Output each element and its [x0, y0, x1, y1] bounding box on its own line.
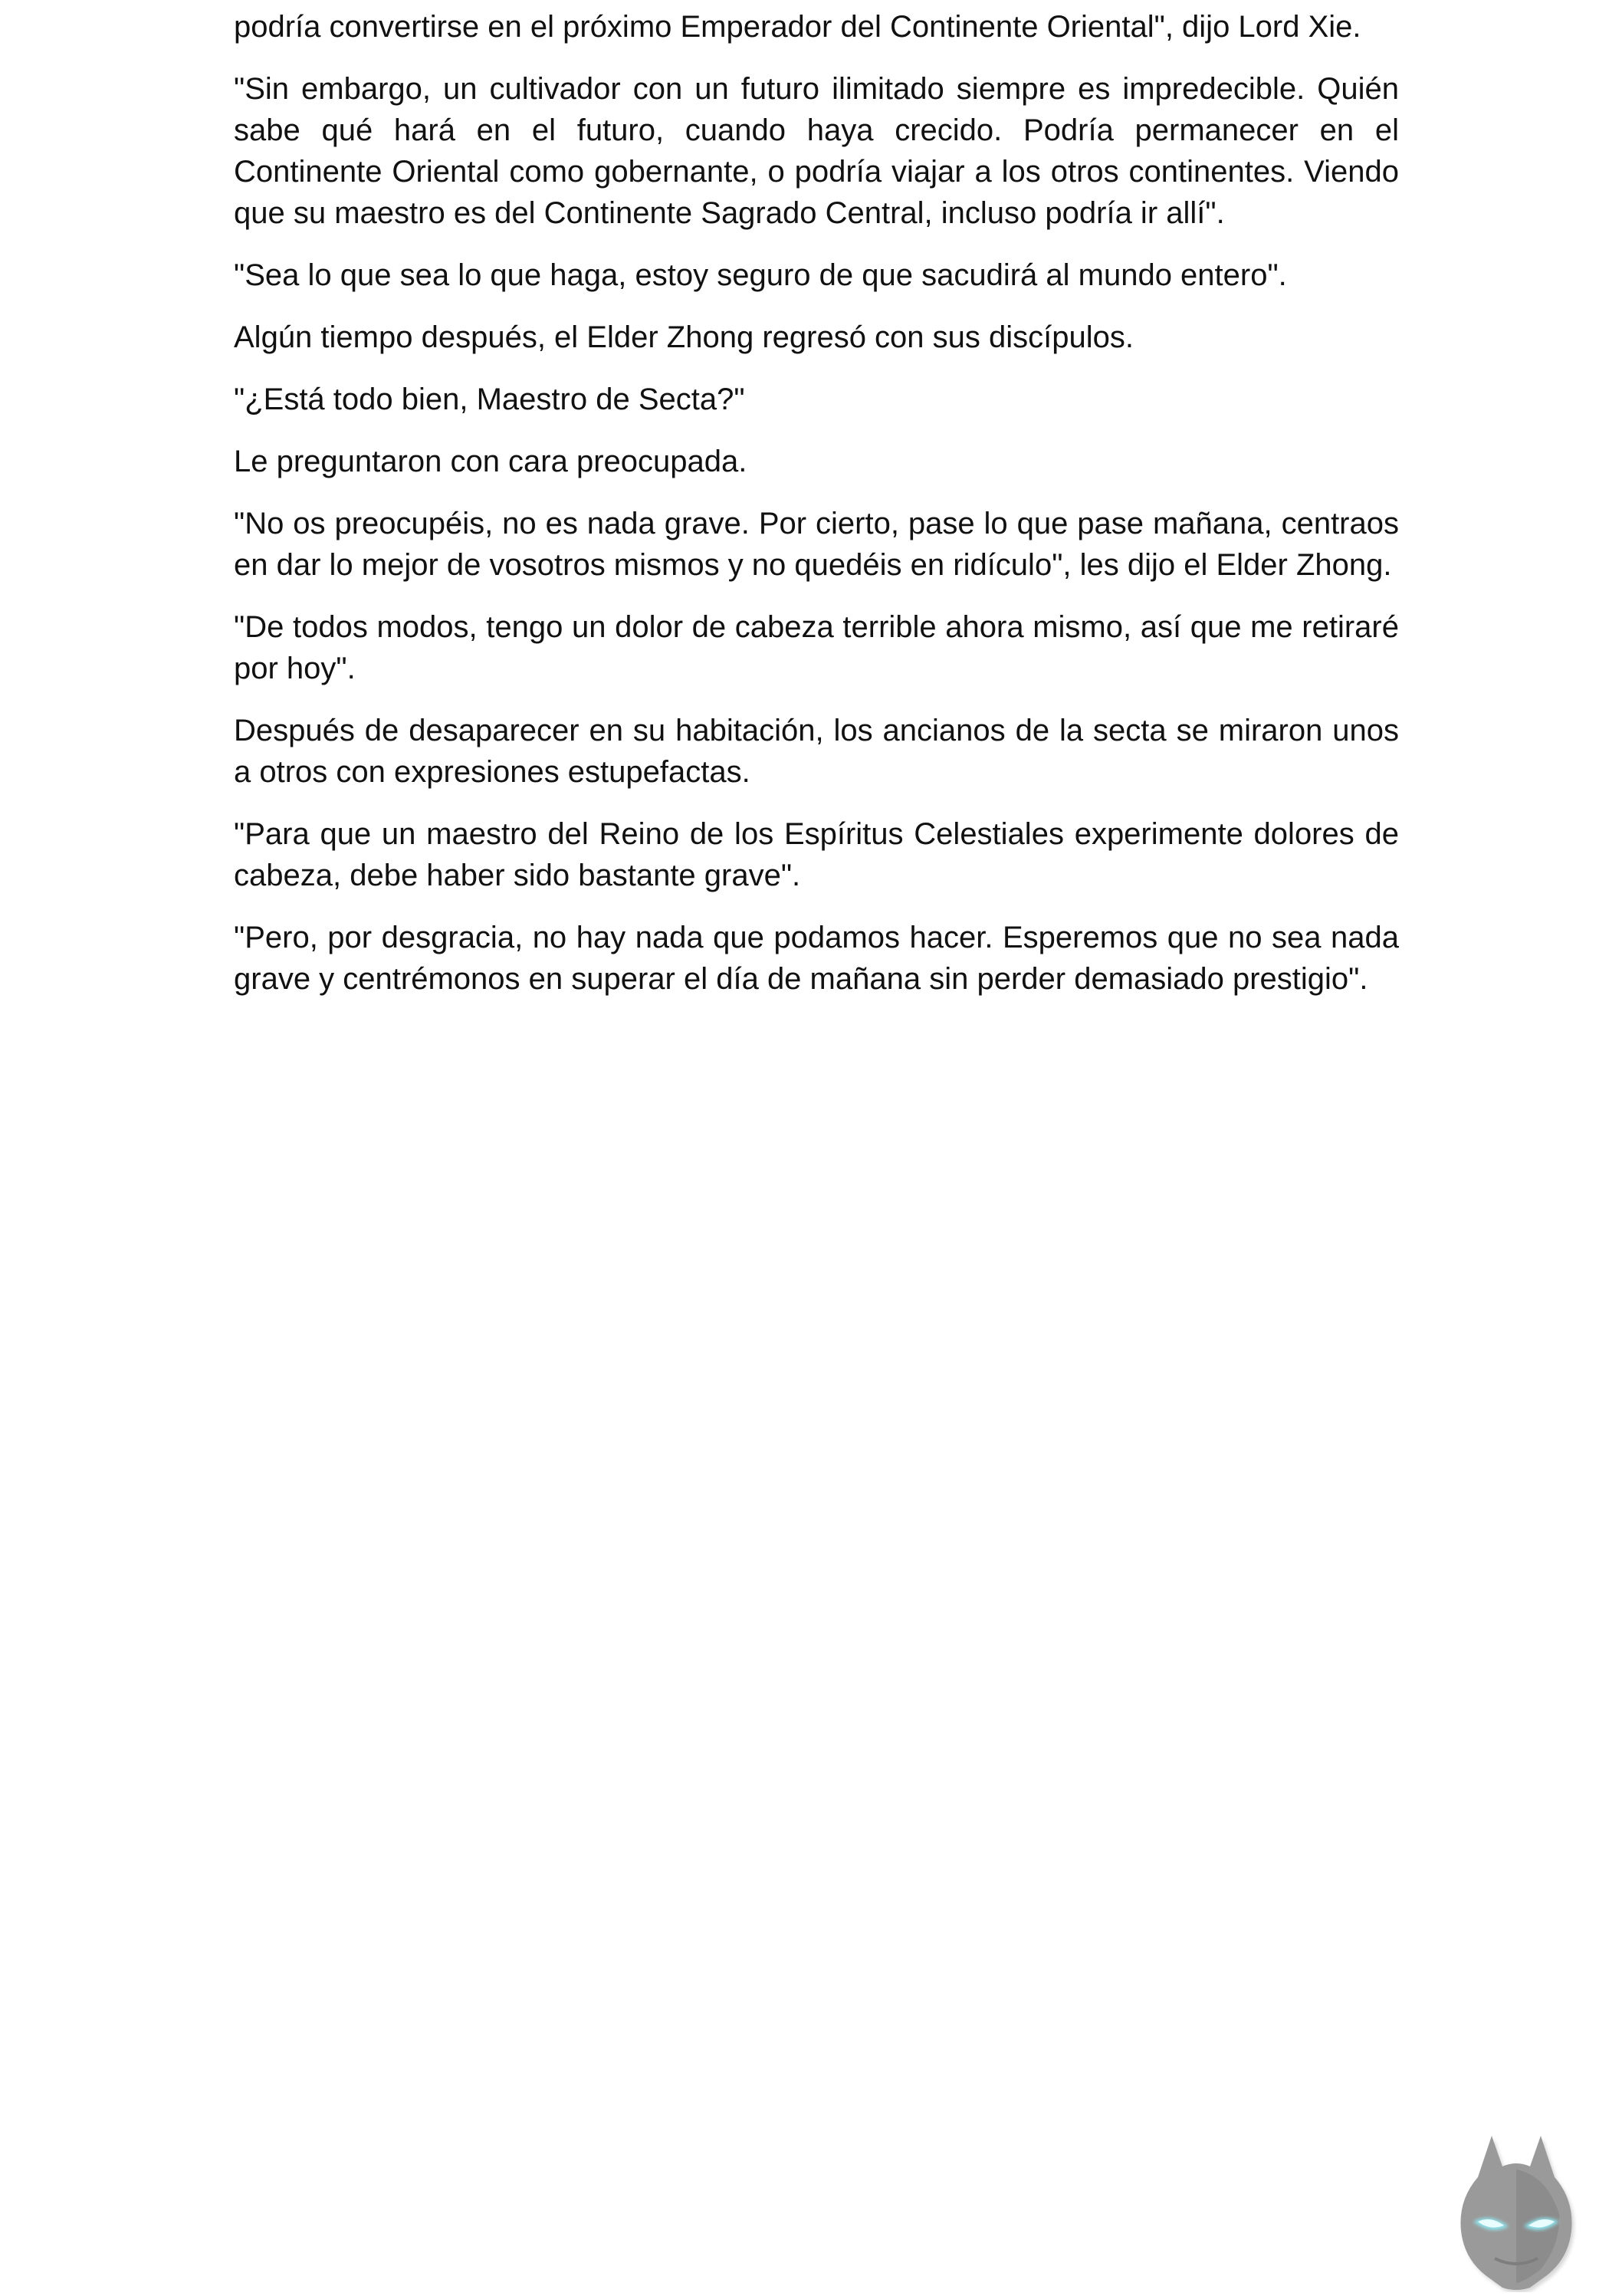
document-body	[234, 6, 1399, 1020]
paragraph: "No os preocupéis, no es nada grave. Por cierto, pase lo que pase mañana, centraos en dar lo mejor de vosotros mismos y no quedéis en ridículo", les dijo el Elder Zhong.	[234, 507, 1399, 582]
paragraph: "Sin embargo, un cultivador con un futuro ilimitado siempre es impredecible. Quién sabe qué hará en el futuro, cuando haya crecido. Podría permanecer en el Continente Oriental como gobernante, o podría viajar a los otros continentes. Viendo que su maestro es del Continente Sagrado Central, incluso podría ir allí".	[234, 72, 1399, 230]
paragraph: "¿Está todo bien, Maestro de Secta?"	[234, 383, 745, 416]
paragraph: Algún tiempo después, el Elder Zhong regresó con sus discípulos.	[234, 320, 1134, 354]
paragraph: "Para que un maestro del Reino de los Espíritus Celestiales experimente dolores de cabeza, debe haber sido bastante grave".	[234, 817, 1399, 892]
paragraph: Después de desaparecer en su habitación, los ancianos de la secta se miraron unos a otros con expresiones estupefactas.	[234, 714, 1399, 789]
paragraph: Le preguntaron con cara preocupada.	[234, 445, 747, 478]
paragraph: "Sea lo que sea lo que haga, estoy seguro de que sacudirá al mundo entero".	[234, 258, 1287, 292]
paragraph: "Pero, por desgracia, no hay nada que podamos hacer. Esperemos que no sea nada grave y centrémonos en superar el día de mañana sin perder demasiado prestigio".	[234, 921, 1399, 996]
paragraph: podría convertirse en el próximo Emperador del Continente Oriental", dijo Lord Xie.	[234, 10, 1361, 44]
demon-head-logo-icon	[1440, 2130, 1593, 2292]
paragraph: "De todos modos, tengo un dolor de cabeza terrible ahora mismo, así que me retiraré por hoy".	[234, 610, 1399, 685]
